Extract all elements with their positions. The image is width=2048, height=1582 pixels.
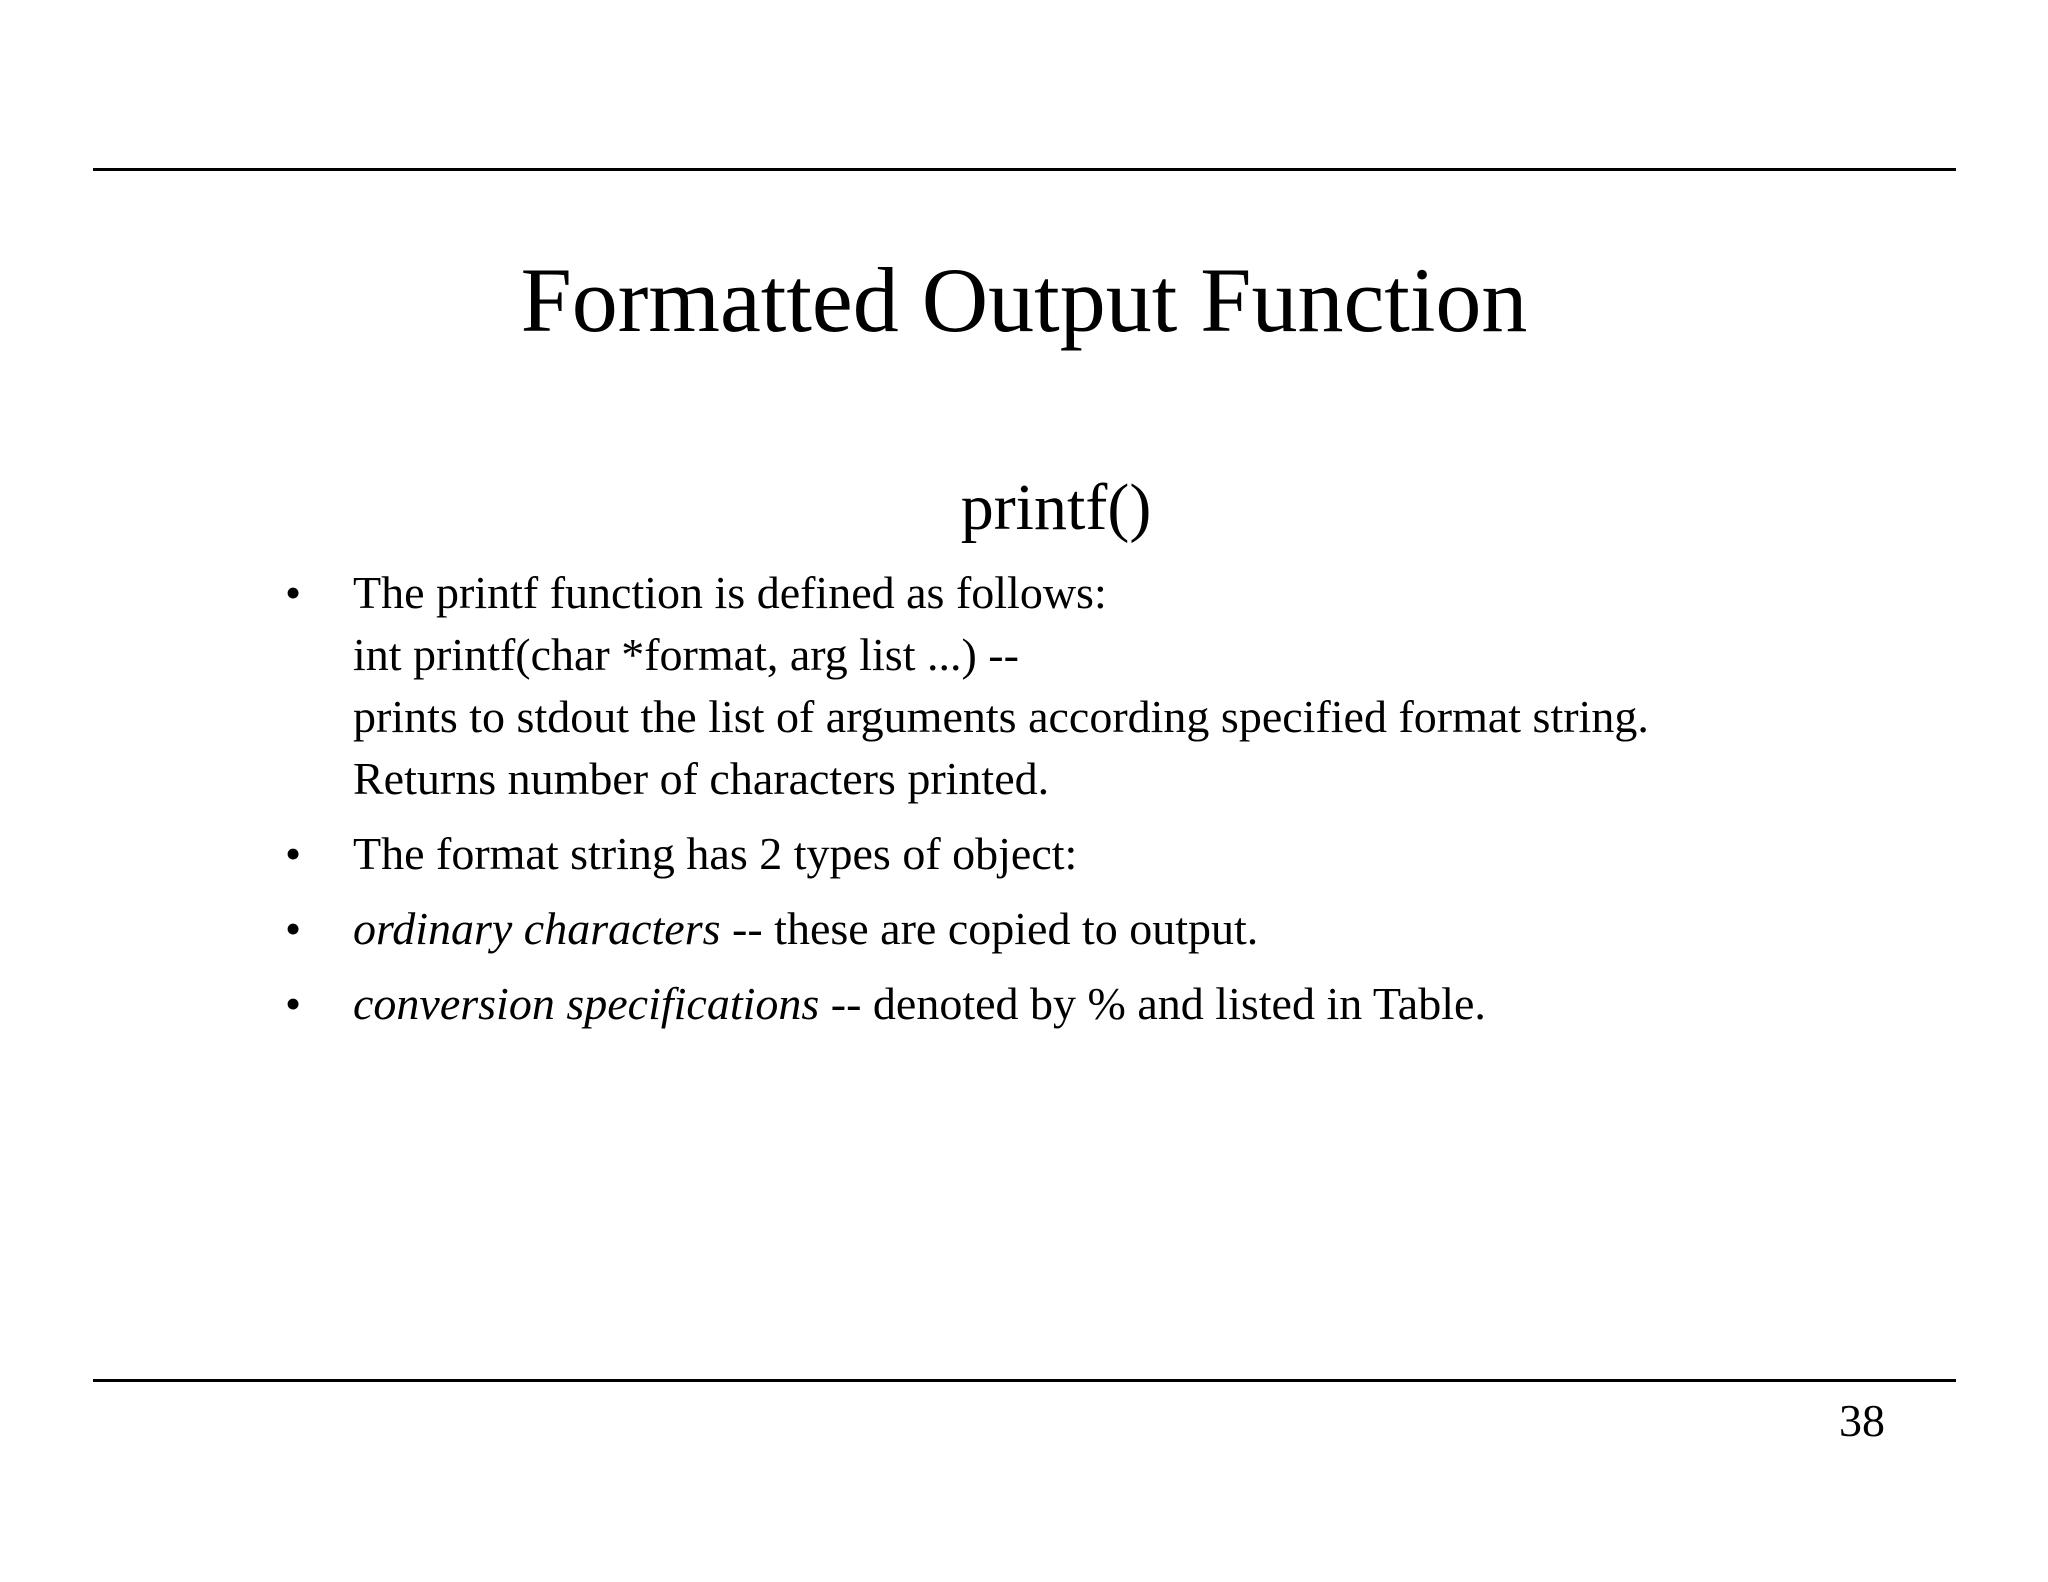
bullet-rest: -- these are copied to output. xyxy=(720,903,1259,954)
bottom-rule xyxy=(93,1379,1956,1382)
bullet-text xyxy=(353,973,1910,1035)
bullet-item-ordinary-characters xyxy=(270,898,1910,960)
bullet-text: The printf function is defined as follows: xyxy=(353,567,1107,618)
top-rule xyxy=(93,168,1956,171)
bullet-rest: -- denoted by % and listed in Table. xyxy=(819,978,1486,1029)
bullet-icon: • xyxy=(285,978,302,1029)
bullet-text xyxy=(353,898,1910,960)
bullet-text: The format string has 2 types of object: xyxy=(353,828,1078,879)
bullet-icon: • xyxy=(285,567,302,618)
bullet-item-conversion-specifications xyxy=(270,973,1910,1035)
bullet-text: Returns number of characters printed. xyxy=(353,753,1050,804)
bullet-list xyxy=(270,562,1910,1048)
bullet-text: int printf(char *format, arg list ...) -- xyxy=(353,629,1019,680)
slide-title: Formatted Output Function xyxy=(520,249,1528,351)
bullet-emphasis: conversion specifications xyxy=(353,978,820,1029)
bullet-item-printf-definition xyxy=(270,562,1910,810)
bullet-icon: • xyxy=(285,903,302,954)
bullet-icon: • xyxy=(285,828,302,879)
bullet-item-format-string xyxy=(270,823,1910,885)
slide-subtitle: printf() xyxy=(960,471,1152,544)
bullet-emphasis: ordinary characters xyxy=(353,903,721,954)
page-number: 38 xyxy=(1839,1395,1885,1446)
bullet-text: prints to stdout the list of arguments according specified format string. xyxy=(353,691,1649,742)
